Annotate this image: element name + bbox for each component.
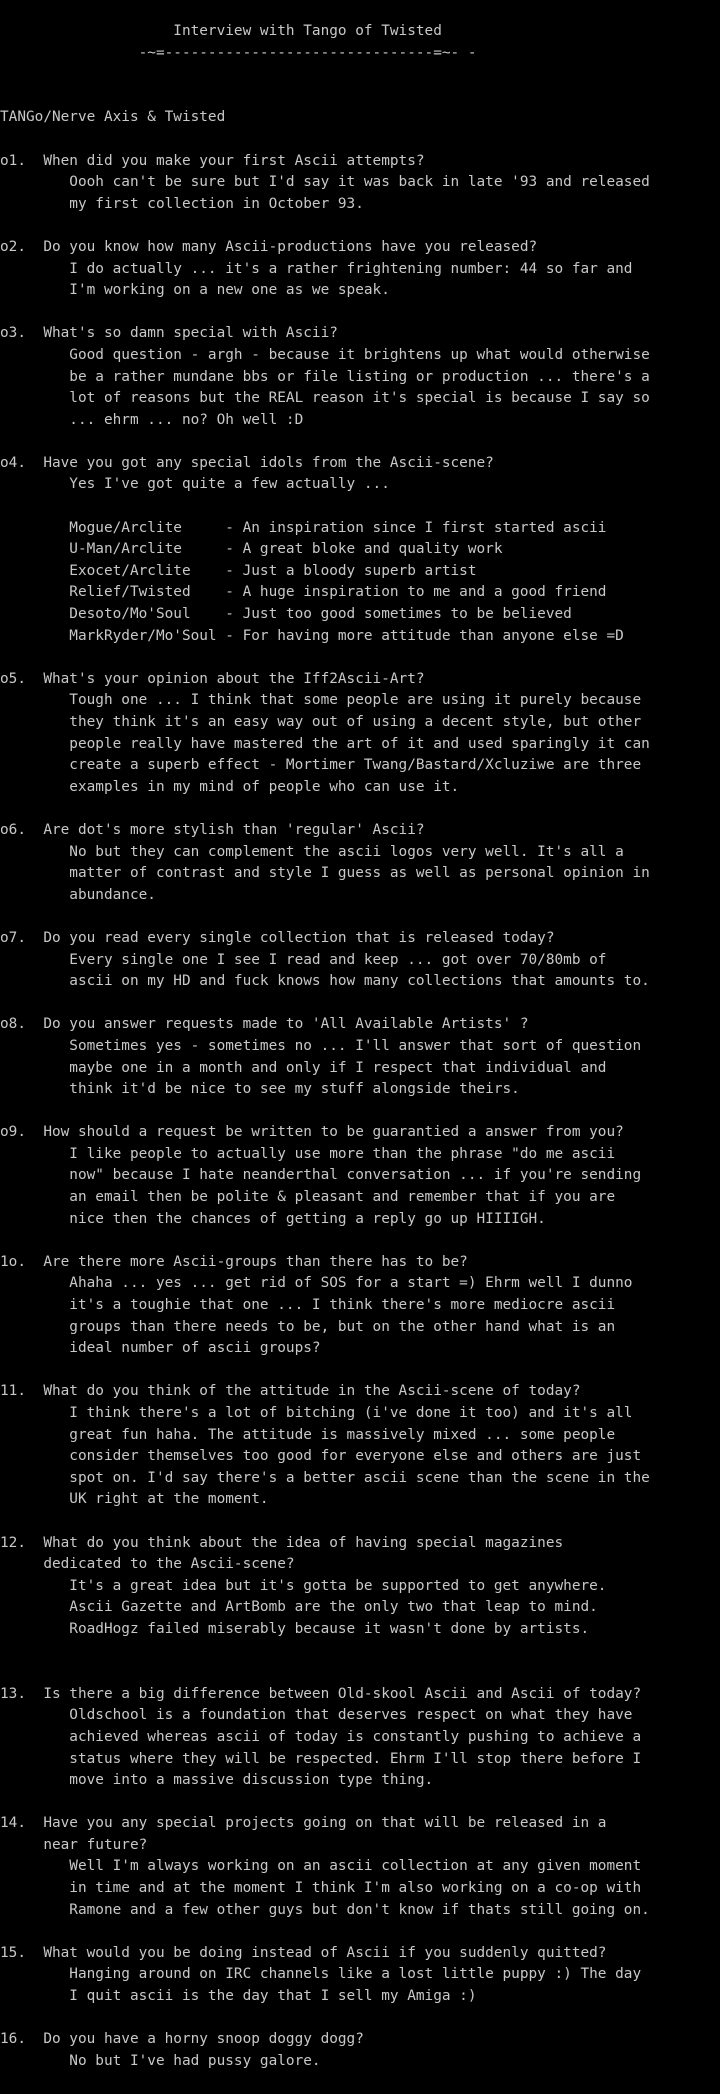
blank-line (0, 798, 720, 820)
blank-line (0, 1792, 720, 1814)
answer-text: ascii on my HD and fuck knows how many collections that amounts to. (0, 973, 650, 990)
title-rule: -~=-------------------------------=~- - (0, 44, 477, 61)
question-block (0, 323, 720, 453)
answer-text: Sometimes yes - sometimes no ... I'll answer that sort of question (0, 1037, 642, 1054)
question-text: 12. What do you think about the idea of having special magazines (0, 1534, 564, 1551)
answer-text: I do actually ... it's a rather frightening number: 44 so far and (0, 260, 633, 277)
answer-text: consider themselves too good for everyone else and others are just (0, 1448, 642, 1465)
title-block (0, 21, 720, 64)
question-text: o8. Do you answer requests made to 'All Available Artists' ? (0, 1016, 529, 1033)
answer-text: I'm working on a new one as we speak. (0, 282, 390, 299)
answer-text: UK right at the moment. (0, 1491, 269, 1508)
answer-text: No but I've had pussy galore. (0, 2052, 321, 2069)
question-text: 15. What would you be doing instead of Ascii if you suddenly quitted? (0, 1944, 607, 1961)
blank-line (0, 906, 720, 928)
blank-line (0, 431, 720, 453)
blank-line (0, 647, 720, 669)
answer-text: examples in my mind of people who can use it. (0, 778, 460, 795)
question-text: o7. Do you read every single collection that is released today? (0, 929, 555, 946)
blank-line (0, 64, 720, 86)
answer-text: MarkRyder/Mo'Soul - For having more attitude than anyone else =D (0, 627, 624, 644)
answer-text: I like people to actually use more than the phrase "do me ascii (0, 1145, 616, 1162)
question-text: 14. Have you any special projects going on that will be released in a (0, 1815, 607, 1832)
question-text: 13. Is there a big difference between Old-skool Ascii and Ascii of today? (0, 1685, 642, 1702)
question-block (0, 237, 720, 323)
blank-line (0, 1662, 720, 1684)
answer-text: ... ehrm ... no? Oh well :D (0, 411, 304, 428)
answer-text: Hanging around on IRC channels like a lost little puppy :) The day (0, 1966, 642, 1983)
blank-line (0, 129, 720, 151)
question-block (0, 820, 720, 928)
question-text: o9. How should a request be written to be guarantied a answer from you? (0, 1124, 624, 1141)
answer-text: Tough one ... I think that some people are using it purely because (0, 692, 642, 709)
page-title: Interview with Tango of Twisted (0, 23, 442, 39)
question-block (0, 2029, 720, 2094)
question-text: near future? (0, 1836, 148, 1853)
question-block (0, 453, 720, 669)
answer-text: Oldschool is a foundation that deserves respect on what they have (0, 1707, 633, 1724)
answer-text: I quit ascii is the day that I sell my Amiga :) (0, 1988, 477, 2005)
question-text: 16. Do you have a horny snoop doggy dogg? (0, 2031, 364, 2048)
question-text: o3. What's so damn special with Ascii? (0, 325, 338, 342)
question-block (0, 1813, 720, 1943)
answer-text: now" because I hate neanderthal conversation ... if you're sending (0, 1167, 642, 1184)
answer-text: Ahaha ... yes ... get rid of SOS for a start =) Ehrm well I dunno (0, 1275, 633, 1292)
question-text: o2. Do you know how many Ascii-productions have you released? (0, 238, 538, 255)
question-block (0, 151, 720, 237)
answer-text: it's a toughie that one ... I think there's more mediocre ascii (0, 1297, 616, 1314)
answer-text: they think it's an easy way out of using a decent style, but other (0, 714, 642, 730)
blank-line (0, 1921, 720, 1943)
answer-text: nice then the chances of getting a reply go up HIIIIGH. (0, 1210, 546, 1227)
question-list (0, 151, 720, 2094)
question-text: o5. What's your opinion about the Iff2Ascii-Art? (0, 670, 425, 687)
answer-text: Relief/Twisted - A huge inspiration to me and a good friend (0, 584, 607, 601)
answer-text: RoadHogz failed miserably because it wasn't done by artists. (0, 1620, 590, 1637)
answer-text: maybe one in a month and only if I respect that individual and (0, 1059, 607, 1076)
question-text: o6. Are dot's more stylish than 'regular' Ascii? (0, 821, 425, 838)
answer-text: Ascii Gazette and ArtBomb are the only two that leap to mind. (0, 1599, 598, 1616)
question-text: dedicated to the Ascii-scene? (0, 1556, 295, 1573)
answer-text: lot of reasons but the REAL reason it's special is because I say so (0, 390, 650, 407)
answer-text: achieved whereas ascii of today is constantly pushing to achieve a (0, 1728, 642, 1745)
answer-text: create a superb effect - Mortimer Twang/Bastard/Xcluziwe are three (0, 757, 642, 774)
answer-text: think it'd be nice to see my stuff alongside theirs. (0, 1081, 520, 1098)
question-block (0, 928, 720, 1014)
question-block (0, 1684, 720, 1814)
question-text: 1o. Are there more Ascii-groups than there has to be? (0, 1253, 468, 1270)
answer-text: ideal number of ascii groups? (0, 1340, 321, 1357)
answer-text: my first collection in October 93. (0, 195, 364, 212)
interview-document (0, 21, 720, 2094)
byline: TANGo/Nerve Axis & Twisted (0, 109, 226, 126)
answer-text: in time and at the moment I think I'm also working on a co-op with (0, 1880, 642, 1897)
answer-text: move into a massive discussion type thing. (0, 1772, 434, 1789)
blank-line (0, 1230, 720, 1252)
blank-line (0, 2008, 720, 2030)
answer-text: Yes I've got quite a few actually ... (0, 476, 390, 493)
question-block (0, 669, 720, 820)
answer-text: abundance. (0, 886, 156, 903)
question-block (0, 1014, 720, 1122)
question-block (0, 1533, 720, 1684)
answer-text: Desoto/Mo'Soul - Just too good sometimes to be believed (0, 606, 572, 623)
answer-text: Well I'm always working on an ascii collection at any given moment (0, 1858, 642, 1875)
blank-line (0, 1101, 720, 1123)
blank-line (0, 1360, 720, 1382)
blank-line (0, 993, 720, 1015)
answer-text: be a rather mundane bbs or file listing or production ... there's a (0, 368, 650, 385)
answer-text: Mogue/Arclite - An inspiration since I first started ascii (0, 519, 607, 536)
answer-text: people really have mastered the art of it and used sparingly it can (0, 735, 650, 752)
blank-line (0, 215, 720, 237)
answer-text (0, 496, 720, 518)
question-block (0, 1252, 720, 1382)
question-block (0, 1381, 720, 1532)
answer-text: I think there's a lot of bitching (i've done it too) and it's all (0, 1405, 633, 1421)
answer-text: great fun haha. The attitude is massively mixed ... some people (0, 1426, 616, 1443)
question-text: o4. Have you got any special idols from the Ascii-scene? (0, 454, 494, 471)
blank-line (0, 2072, 720, 2094)
question-text: 11. What do you think of the attitude in the Ascii-scene of today? (0, 1383, 581, 1400)
question-block (0, 1122, 720, 1252)
answer-text: Good question - argh - because it brightens up what would otherwise (0, 346, 650, 363)
question-block (0, 1943, 720, 2029)
answer-text: groups than there needs to be, but on the other hand what is an (0, 1318, 616, 1335)
answer-text: matter of contrast and style I guess as well as personal opinion in (0, 865, 650, 882)
blank-line (0, 302, 720, 324)
answer-text: No but they can complement the ascii logos very well. It's all a (0, 843, 624, 860)
blank-line (0, 86, 720, 108)
answer-text: Exocet/Arclite - Just a bloody superb artist (0, 562, 477, 579)
question-text: o1. When did you make your first Ascii attempts? (0, 152, 425, 169)
answer-text: Ramone and a few other guys but don't know if thats still going on. (0, 1901, 650, 1918)
answer-text: Every single one I see I read and keep ... got over 70/80mb of (0, 951, 607, 968)
blank-line (0, 1511, 720, 1533)
answer-text: an email then be polite & pleasant and remember that if you are (0, 1189, 616, 1206)
answer-text: spot on. I'd say there's a better ascii scene than the scene in the (0, 1469, 650, 1486)
answer-text: It's a great idea but it's gotta be supported to get anywhere. (0, 1577, 607, 1594)
answer-text: status where they will be respected. Ehrm I'll stop there before I (0, 1750, 642, 1767)
answer-text: U-Man/Arclite - A great bloke and quality work (0, 541, 503, 558)
answer-text (0, 1641, 720, 1663)
answer-text: Oooh can't be sure but I'd say it was back in late '93 and released (0, 174, 650, 191)
